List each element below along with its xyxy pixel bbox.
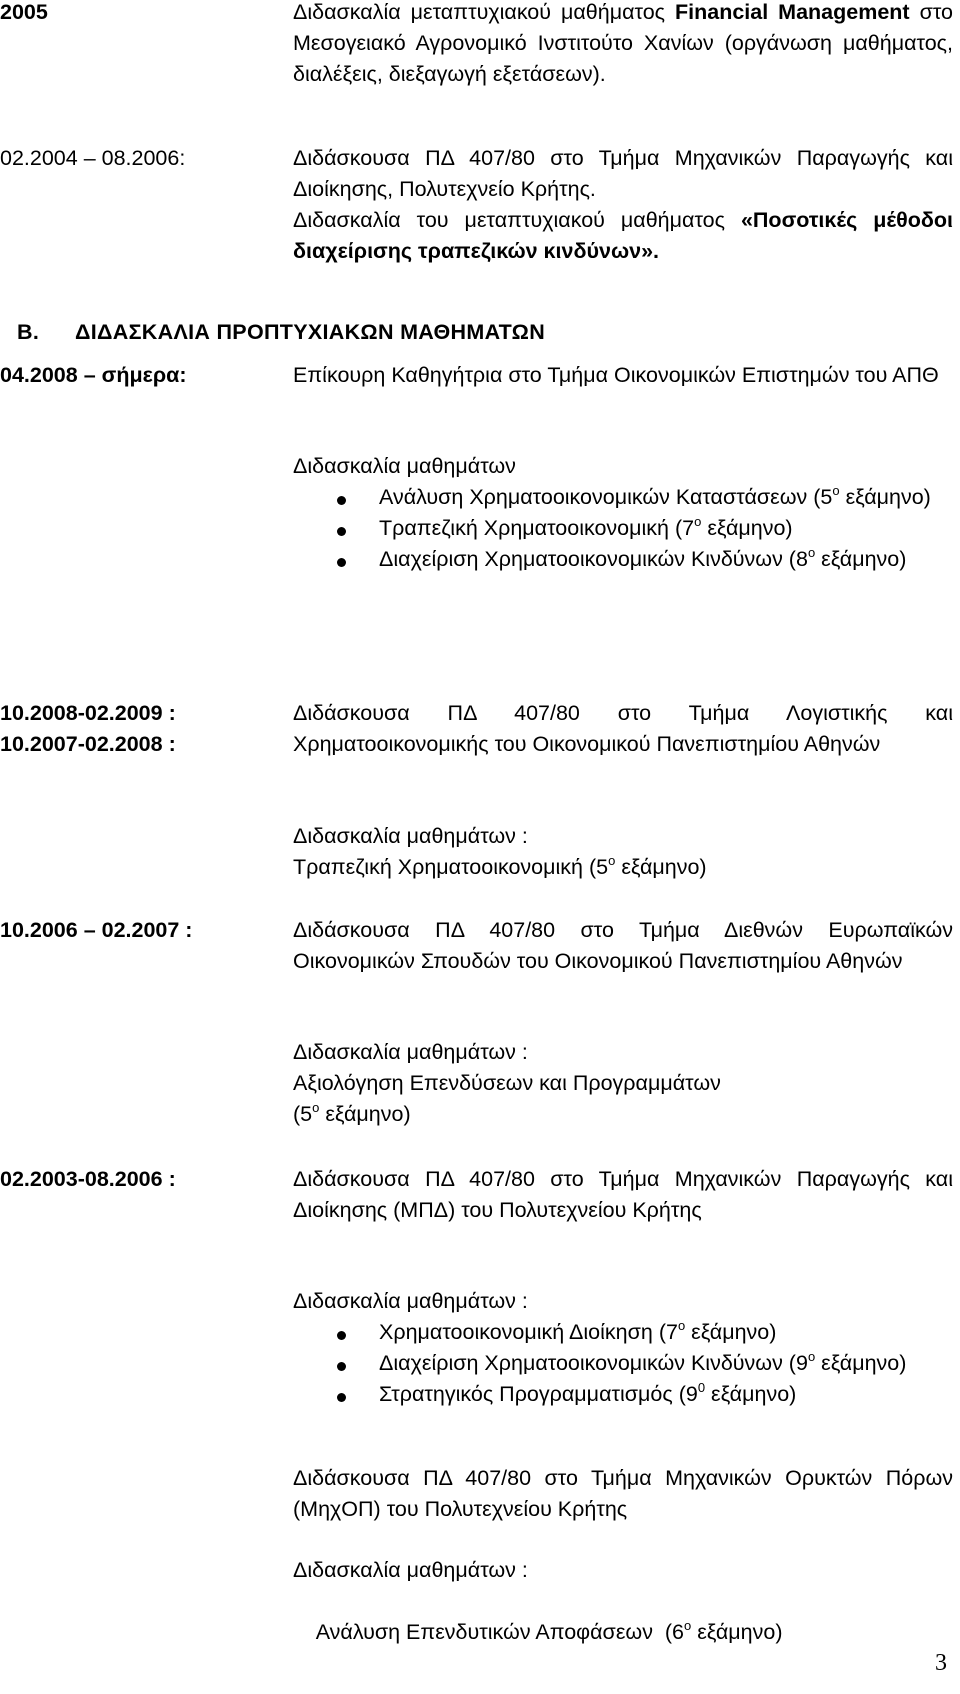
entry-text [293,0,953,90]
entry-text: Επίκουρη Καθηγήτρια στο Τμήμα Οικονομικών Επιστημών του ΑΠΘ [293,363,939,387]
entry-date: 10.2007-02.2008 : [0,732,176,756]
bullet-icon [337,1393,346,1402]
page-number: 3 [935,1650,947,1676]
bullet-icon [337,558,346,567]
entry-date: 04.2008 – σήμερα: [0,363,187,387]
section-title: ΔΙΔΑΣΚΑΛΙΑ ΠΡΟΠΤΥΧΙΑΚΩΝ ΜΑΘΗΜΑΤΩΝ [75,320,546,344]
course-title-bold: Financial Management [675,0,910,24]
sub-label: Διδασκαλία μαθημάτων : [293,1558,528,1582]
entry-text: Διδάσκουσα ΠΔ 407/80 στο Τμήμα Διεθνών Ευρωπαϊκών Οικονομικών Σπουδών του Οικονομικού Πανεπιστημίου Αθηνών [293,918,953,973]
entry-date: 10.2006 – 02.2007 : [0,918,193,942]
entry-text: Διδάσκουσα ΠΔ 407/80 στο Τμήμα Μηχανικών Παραγωγής και Διοίκησης, Πολυτεχνείο Κρήτης. [293,146,953,201]
entry-text-part: στο Μεσογειακό Αγρονομικό Ινστιτούτο Χανίων (οργάνωση μαθήματος, διαλέξεις, διεξαγωγή εξετάσεων). [293,0,953,86]
sub-label: Διδασκαλία μαθημάτων : [293,1040,528,1064]
bullet-icon [337,1362,346,1371]
course-title-bold: «Ποσοτικές μέθοδοι διαχείρισης τραπεζικών κινδύνων». [293,208,953,263]
entry-date: 10.2008-02.2009 : [0,701,176,725]
bullet-icon [337,527,346,536]
entry-text: Διδάσκουσα ΠΔ 407/80 στο Τμήμα Μηχανικών Παραγωγής και Διοίκησης (ΜΠΔ) του Πολυτεχνείου Κρήτης [293,1167,953,1222]
sub-label: Διδασκαλία μαθημάτων [293,454,516,478]
course-line: Τραπεζική Χρηματοοικονομική ($5^o$ εξάμηνο) [293,853,707,879]
list-item: Διαχείριση Χρηματοοικονομικών Κινδύνων ($9^o$ εξάμηνο) [293,1348,953,1379]
course-list [293,1317,953,1410]
entry-text-part: Διδασκαλία του μεταπτυχιακού μαθήματος [293,208,741,232]
list-item: Χρηματοοικονομική Διοίκηση ($7^o$ εξάμηνο) [293,1317,953,1348]
list-item: Διαχείριση Χρηματοοικονομικών Κινδύνων ($8^o$ εξάμηνο) [293,544,953,575]
entry-text: Διδάσκουσα ΠΔ 407/80 στο Τμήμα Λογιστικής και Χρηματοοικονομικής του Οικονομικού Πανεπιστημίου Αθηνών [293,701,953,756]
list-item: Στρατηγικός Προγραμματισμός ($9^0$ εξάμηνο) [293,1379,953,1410]
entry-text-part: Διδασκαλία μεταπτυχιακού μαθήματος [293,0,676,24]
list-item: Ανάλυση Χρηματοοικονομικών Καταστάσεων ($5^o$ εξάμηνο) [293,482,953,513]
course-line: Ανάλυση Επενδυτικών Αποφάσεων ($6^o$ εξάμηνο) [315,1618,783,1644]
section-heading [17,320,545,345]
bullet-icon [337,1331,346,1340]
bullet-icon [337,496,346,505]
list-item: Τραπεζική Χρηματοοικονομική ($7^o$ εξάμηνο) [293,513,953,544]
entry-course [293,205,953,267]
entry-date: 2005 [0,0,48,24]
entry-date: 02.2004 – 08.2006: [0,146,186,170]
sub-label: Διδασκαλία μαθημάτων : [293,824,528,848]
entry-date: 02.2003-08.2006 : [0,1167,176,1191]
section-letter: Β. [17,320,40,344]
course-line: Αξιολόγηση Επενδύσεων και Προγραμμάτων [293,1071,721,1095]
course-list [293,482,953,575]
sub-label: Διδασκαλία μαθημάτων : [293,1289,528,1313]
entry-text: Διδάσκουσα ΠΔ 407/80 στο Τμήμα Μηχανικών Ορυκτών Πόρων (ΜηχΟΠ) του Πολυτεχνείου Κρήτης [293,1466,953,1521]
course-line: ($5^o$ εξάμηνο) [293,1100,411,1126]
